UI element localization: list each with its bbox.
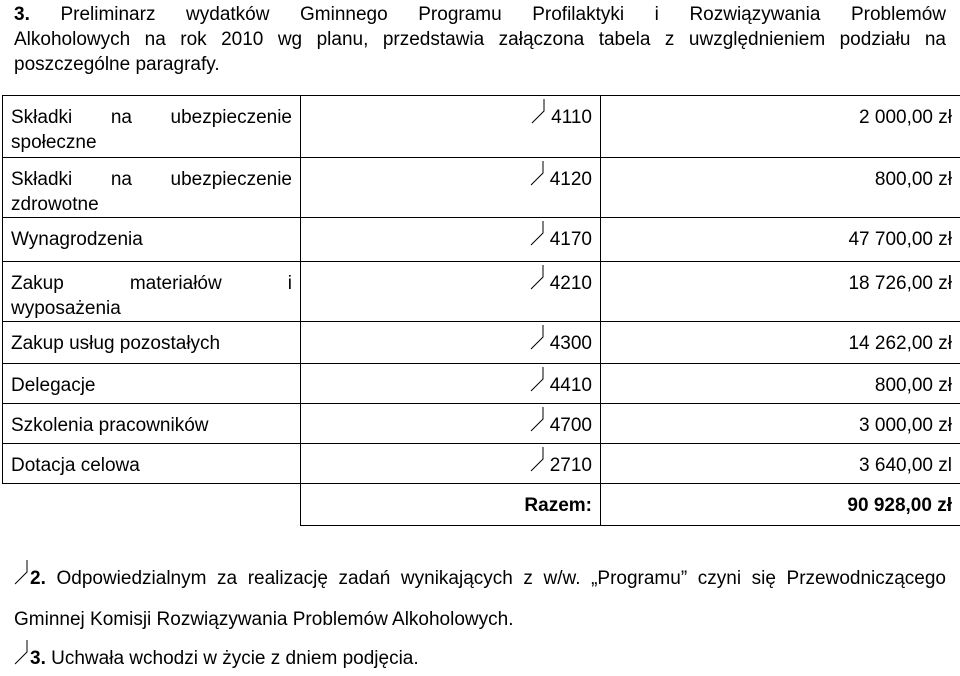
expense-name-line-2: zdrowotne: [11, 194, 99, 215]
expense-name-cell: [3, 322, 301, 364]
paragraph-code: 4110: [551, 107, 592, 128]
expense-name-cell: [3, 218, 301, 262]
table-row: [3, 444, 960, 484]
expenses-table: [2, 95, 960, 526]
table-row: [3, 218, 960, 262]
row-mark-icon: [530, 446, 544, 472]
heading-number: 3.: [14, 4, 30, 25]
section-2-text-1: Odpowiedzialnym za realizację zadań wynikających z w/w. „Programu” czyni się Przewodniczącego: [56, 568, 947, 589]
table-row: [3, 96, 960, 158]
paragraph-code-cell: [301, 262, 601, 322]
table-row: [3, 404, 960, 444]
section-2-line-2: Gminnej Komisji Rozwiązywania Problemów Alkoholowych.: [14, 609, 514, 630]
paragraph-code: 4700: [549, 415, 592, 436]
paragraph-code-cell: [301, 218, 601, 262]
amount-cell: 2 000,00 zł: [601, 96, 960, 158]
row-mark-icon: [530, 406, 544, 432]
total-label: Razem:: [301, 484, 601, 526]
section-2-number: 2.: [30, 568, 46, 589]
paragraph-code-cell: [301, 364, 601, 404]
paragraph-code: 4210: [549, 273, 592, 294]
paragraph-code-cell: [301, 158, 601, 218]
row-mark-icon: [530, 324, 544, 350]
amount-cell: 3 000,00 zł: [601, 404, 960, 444]
section-3-final: [14, 646, 946, 672]
row-mark-icon: [531, 98, 545, 124]
paragraph-code: 4170: [549, 229, 592, 250]
total-row: [3, 484, 960, 526]
paragraph-code: 4300: [549, 333, 592, 354]
amount-cell: 47 700,00 zł: [601, 218, 960, 262]
total-value: 90 928,00 zł: [601, 484, 960, 526]
paragraph-code-cell: [301, 322, 601, 364]
section-3-final-text: Uchwała wchodzi w życie z dniem podjęcia.: [51, 648, 419, 669]
amount-cell: 14 262,00 zł: [601, 322, 960, 364]
expense-name-cell: [3, 158, 301, 218]
table-row: [3, 262, 960, 322]
expense-name-line-1: Delegacje: [11, 375, 96, 396]
expense-name-line-2: społeczne: [11, 132, 97, 153]
amount-cell: 18 726,00 zł: [601, 262, 960, 322]
expense-name-cell: [3, 262, 301, 322]
expense-name-cell: [3, 364, 301, 404]
heading-line-2: Alkoholowych na rok 2010 wg planu, przedstawia załączona tabela z uwzględnieniem podziału na: [14, 29, 946, 50]
row-mark-icon: [530, 366, 544, 392]
section-2-line-1: [14, 566, 946, 592]
section-mark-icon: [14, 559, 28, 585]
total-empty-cell: [3, 484, 301, 526]
paragraph-code-cell: [301, 404, 601, 444]
section-2-paragraph: [14, 566, 946, 632]
expense-name-line-1: Składki na ubezpieczenie: [11, 169, 292, 190]
expense-name-line-1: Wynagrodzenia: [11, 229, 143, 250]
amount-cell: 3 640,00 zl: [601, 444, 960, 484]
amount-cell: 800,00 zł: [601, 158, 960, 218]
section-mark-icon: [14, 639, 28, 665]
section-3-heading: [14, 2, 946, 77]
expense-name-line-1: Szkolenia pracowników: [11, 415, 209, 436]
table-row: [3, 364, 960, 404]
row-mark-icon: [530, 160, 544, 186]
expense-name-cell: [3, 404, 301, 444]
expense-name-line-1: Zakup materiałów i: [11, 273, 292, 294]
paragraph-code: 4410: [549, 375, 592, 396]
expense-name-cell: [3, 96, 301, 158]
paragraph-code-cell: [301, 444, 601, 484]
paragraph-code: 2710: [549, 455, 592, 476]
expense-name-line-2: wyposażenia: [11, 298, 121, 319]
row-mark-icon: [530, 220, 544, 246]
amount-cell: 800,00 zł: [601, 364, 960, 404]
heading-line-3: poszczególne paragrafy.: [14, 54, 220, 75]
expense-name-cell: [3, 444, 301, 484]
paragraph-code: 4120: [549, 169, 592, 190]
expense-name-line-1: Zakup usług pozostałych: [11, 333, 221, 354]
row-mark-icon: [530, 264, 544, 290]
expense-name-line-1: Składki na ubezpieczenie: [11, 107, 292, 128]
table-row: [3, 322, 960, 364]
heading-line-1: 3. Preliminarz wydatków Gminnego Programu Profilaktyki i Rozwiązywania Problemów: [14, 4, 947, 25]
section-3-final-number: 3.: [30, 648, 46, 669]
expense-name-line-1: Dotacja celowa: [11, 455, 140, 476]
paragraph-code-cell: [301, 96, 601, 158]
table-row: [3, 158, 960, 218]
